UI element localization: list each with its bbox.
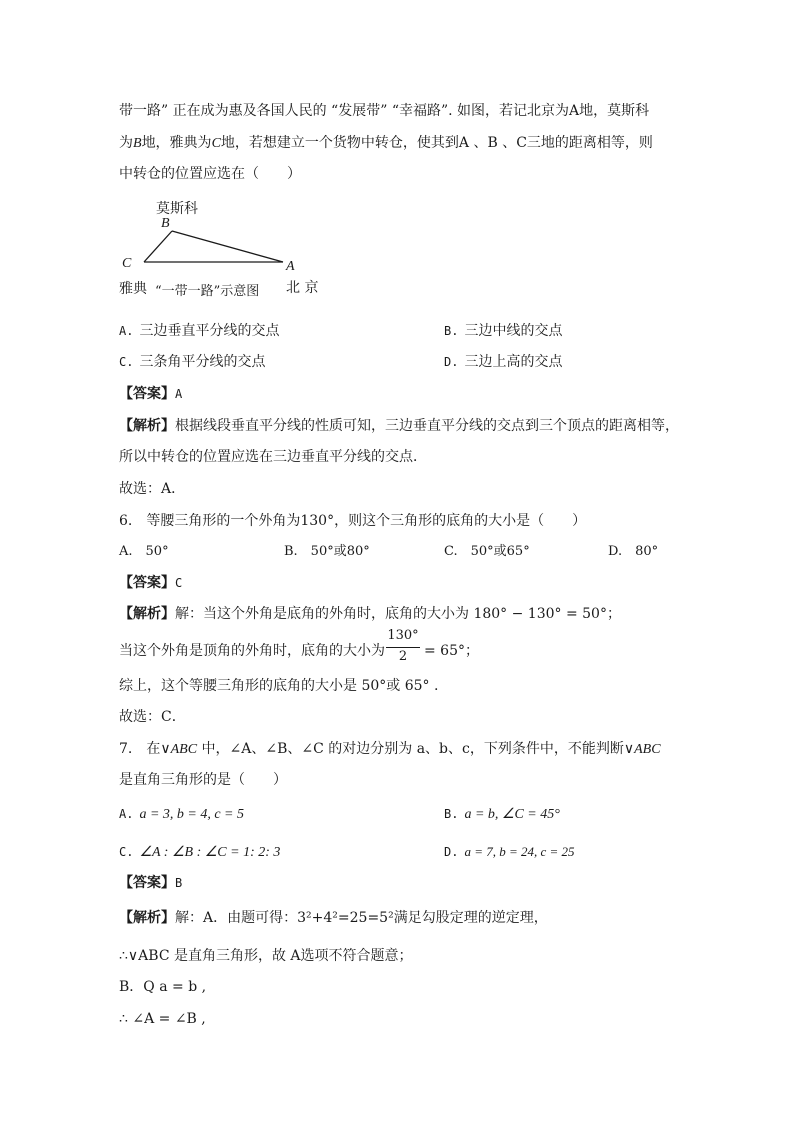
q5-stem-rest: 地，若想建立一个货物中转仓，使其到A 、B 、C三地的距离相等，则 [220, 135, 653, 151]
q6-answer: 【答案】C [119, 575, 183, 591]
q7-stem-line-1: 7. 在∨ABC 中，∠A、∠B、∠C 的对边分别为 a、b、c，下列条件中，不能判断∨ABC [119, 741, 661, 757]
q7-option-b: B. a = b, ∠C = 45° [444, 807, 560, 822]
q6-option-b: B. 50°或80° [284, 544, 370, 559]
q7-analysis-line-4: ∴ ∠A = ∠B , [119, 1011, 206, 1027]
segment-ba [172, 231, 283, 262]
segment-bc [144, 231, 172, 262]
label-beijing: 北 京 [286, 280, 319, 296]
q6-analysis-line-1: 【解析】解：当这个外角是底角的外角时，底角的大小为 180° − 130° = 50°； [119, 606, 621, 622]
q6-analysis-line-2: 当这个外角是顶角的外角时，底角的大小为 [119, 643, 385, 659]
pythagorean-expression: 3²+4²=25=5² [297, 910, 394, 926]
q5-option-a: A. 三边垂直平分线的交点 [119, 323, 280, 339]
q7-stem-line-2: 是直角三角形的是（ ） [119, 772, 287, 788]
label-athens: 雅典 [119, 281, 147, 297]
q5-stem-prefix: 为 [119, 135, 133, 151]
q5-answer: 【答案】A [119, 386, 183, 402]
q5-option-b: B. 三边中线的交点 [444, 323, 563, 339]
q6-summary: 综上，这个等腰三角形的底角的大小是 50°或 65° . [119, 678, 439, 694]
q6-fraction-result: = 65°； [424, 643, 479, 659]
q7-option-a: A. a = 3, b = 4, c = 5 [119, 807, 245, 822]
q7-analysis-line-2: ∴∨ABC 是直角三角形，故 A选项不符合题意； [119, 948, 413, 964]
q5-analysis-line-1: 【解析】根据线段垂直平分线的性质可知，三边垂直平分线的交点到三个顶点的距离相等， [119, 418, 679, 434]
label-vertex-a: A [286, 259, 295, 274]
q7-option-c: C. ∠A : ∠B : ∠C = 1: 2: 3 [119, 845, 281, 860]
q6-conclusion: 故选：C． [119, 709, 186, 725]
q5-option-d: D. 三边上高的交点 [444, 354, 563, 370]
fraction-numerator: 130° [387, 628, 419, 643]
q6-option-a: A. 50° [119, 544, 169, 559]
q5-analysis-line-2: 所以中转仓的位置应选在三边垂直平分线的交点． [119, 449, 427, 465]
q7-analysis-line-1: 【解析】解：A．由题可得：3²+4²=25=5²满足勾股定理的逆定理， [119, 910, 548, 926]
q7-option-d: D. a = 7, b = 24, c = 25 [444, 844, 575, 859]
q7-analysis-line-3: B．Q a = b , [119, 979, 207, 995]
diagram-caption: “一带一路”示意图 [155, 284, 260, 299]
q5-stem-line-1: 带一路” 正在成为惠及各国人民的 “发展带” “幸福路”. 如图，若记北京为A地，莫斯科 [119, 103, 650, 119]
q5-stem-b: B [133, 136, 142, 151]
q5-stem-line-2 [119, 133, 653, 154]
q5-stem-line-3: 中转仓的位置应选在（ ） [119, 166, 301, 182]
q6-fraction [386, 628, 420, 670]
q5-stem-mid: 地，雅典为 [141, 135, 212, 151]
q6-stem: 6. 等腰三角形的一个外角为130°，则这个三角形的底角的大小是（ ） [119, 513, 587, 529]
q5-stem-c: C [211, 136, 221, 151]
label-moscow: 莫斯科 [156, 201, 198, 217]
q6-option-d: D. 80° [608, 544, 659, 559]
label-vertex-b: B [161, 216, 170, 231]
q7-answer: 【答案】B [119, 875, 183, 891]
q6-option-c: C. 50°或65° [444, 544, 530, 559]
fraction-bar [386, 647, 420, 648]
q5-conclusion: 故选：A． [119, 481, 186, 497]
q5-option-c: C. 三条角平分线的交点 [119, 354, 266, 370]
fraction-denominator: 2 [398, 649, 408, 664]
label-vertex-c: C [122, 256, 132, 271]
